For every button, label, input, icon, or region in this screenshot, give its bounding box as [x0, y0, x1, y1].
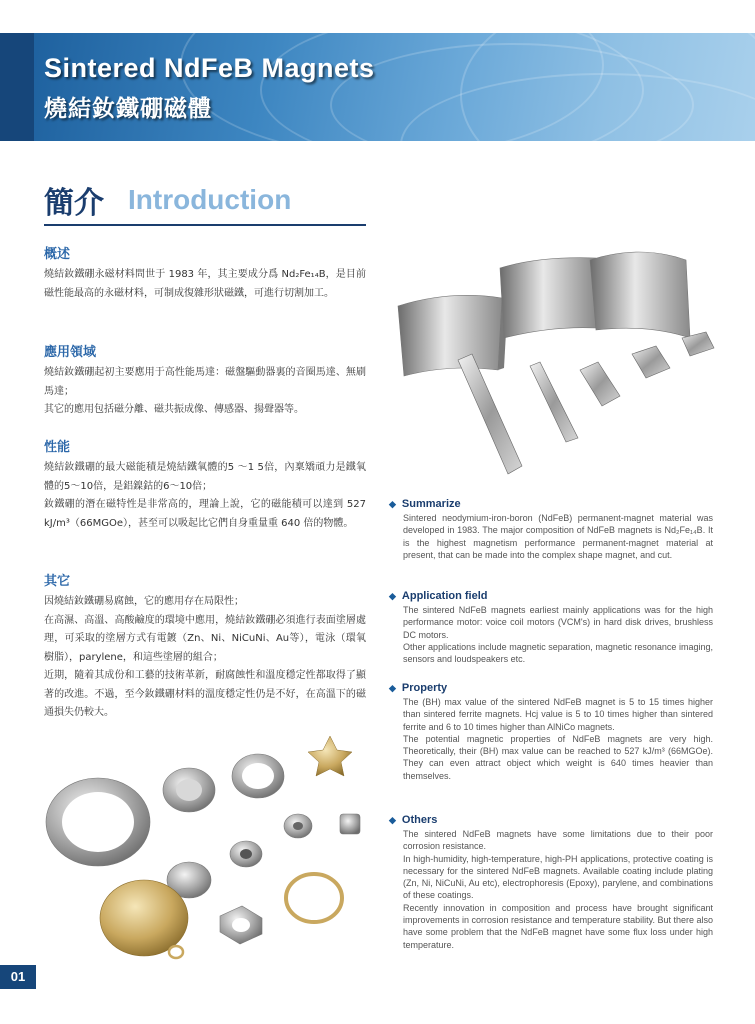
en-heading: Summarize [401, 498, 461, 510]
intro-title-en: Introduction [128, 184, 292, 215]
diamond-bullet-icon: ◆ [389, 591, 396, 601]
en-paragraph: The (BH) max value of the sintered NdFeB magnet is 5 to 15 times higher than sintered ferrite magnets. Hcj value is 5 to 10 times higher than sintered ferrite and 6 to 10 times higher than AlNiCo magnets. [403, 697, 713, 732]
cn-section-property [44, 436, 366, 533]
en-paragraph: The sintered NdFeB magnets earliest mainly applications was for the high performance motor: voice coil motors (VCM's) in hard disk drives, brushless DC motors. [403, 605, 713, 640]
cn-paragraph: 燒結釹鐵硼起初主要應用于高性能馬達：磁盤驅動器裏的音圈馬達、無刷馬達； [44, 367, 366, 397]
en-heading: Property [401, 682, 448, 694]
en-paragraph: Recently innovation in composition and process have brought significant improvements in corrosion resistance and temperature stability. But there also have some problem that the NdFeB magnet have some flux loss under high temperature. [403, 902, 713, 950]
cn-section-others [44, 570, 366, 723]
cn-paragraph: 燒結釹鐵硼永磁材料問世于 1983 年，其主要成分爲 Nd₂Fe₁₄B，是目前磁性能最高的永磁材料，可制成復雜形狀磁鐵，可進行切割加工。 [44, 269, 366, 299]
diamond-bullet-icon: ◆ [389, 683, 396, 693]
header-banner [0, 33, 755, 141]
cn-paragraph: 釹鐵硼的潛在磁特性是非常高的，理論上說，它的磁能積可以達到 527 kJ/m³（66MGOe），甚至可以吸起比它們自身重量重 640 倍的物體。 [44, 499, 366, 529]
cn-heading: 概述 [44, 247, 71, 262]
en-paragraph: Sintered neodymium-iron-boron (NdFeB) permanent-magnet material was developed in 1983. The major composition of NdFeB magnets is Nd₂Fe₁₄B. It is the highest magnetism performance permanent-magnet material at present, that can be made into the complex shape magnet, and cut. [403, 513, 713, 560]
en-section-application [389, 590, 713, 665]
en-section-property [389, 682, 713, 782]
en-paragraph: Other applications include magnetic separation, magnetic resonance imaging, sensors and loudspeakers etc. [403, 641, 713, 665]
cn-heading: 其它 [44, 574, 71, 589]
cn-paragraph: 燒結釹鐵硼的最大磁能積是燒結鐵氧體的5 ～1 5倍，內稟矯頑力是鐵氧體的5～10倍，是鋁鎳鈷的6～10倍； [44, 462, 366, 492]
magnets-blocks-photo [390, 238, 720, 488]
cn-section-application [44, 341, 366, 420]
intro-title-cn: 簡介 [44, 186, 104, 221]
page-number: 01 [0, 965, 36, 989]
banner-side-bar [0, 33, 34, 141]
cn-heading: 應用領域 [44, 345, 97, 360]
cn-paragraph: 因燒結釹鐵硼易腐蝕，它的應用存在局限性； [44, 596, 244, 607]
en-paragraph: The sintered NdFeB magnets have some limitations due to their poor corrosion resistance. [403, 829, 713, 852]
diamond-bullet-icon: ◆ [389, 499, 396, 509]
cn-paragraph: 在高濕、高溫、高酸鹼度的環境中應用，燒結釹鐵硼必須進行表面塗層處理，可采取的塗層方式有電鍍（Zn、Ni、NiCuNi、Au等），電泳（環氧樹脂），parylene，和這些塗層的組合； [44, 614, 366, 663]
banner-title-cn: 燒結釹鐵硼磁體 [44, 96, 212, 122]
cn-paragraph: 近期，隨着其成份和工藝的技術革新，耐腐蝕性和溫度穩定性都取得了顯著的改進。不過，至今釹鐵硼材料的溫度穩定性仍是不好，在高溫下的磁通損失仍較大。 [44, 670, 366, 718]
en-heading: Others [401, 814, 438, 826]
intro-divider [44, 224, 366, 226]
cn-section-summary [44, 243, 366, 303]
en-paragraph: The potential magnetic properties of NdFeB magnets are very high. Theoretically, their (BH) max value can be reached to 527 kJ/m³ (66MGOe). They can even attract object which weight is 640 times heavier than themselves. [403, 733, 713, 781]
en-paragraph: In high-humidity, high-temperature, high-PH applications, protective coating is necessary for the sintered NdFeB magnets. Available coating include plating (Zn, Ni, NiCuNi, Au etc), electrophoresis (Epoxy), parylene, and combinations of these coatings. [403, 853, 713, 901]
cn-heading: 性能 [44, 440, 71, 455]
en-heading: Application field [401, 590, 488, 602]
cn-paragraph: 其它的應用包括磁分離、磁共振成像、傳感器、揚聲器等。 [44, 404, 304, 415]
magnets-rings-photo [44, 730, 374, 962]
banner-title-en: Sintered NdFeB Magnets [44, 53, 375, 83]
en-section-summarize [389, 498, 713, 561]
en-section-others [389, 814, 713, 951]
diamond-bullet-icon: ◆ [389, 815, 396, 825]
top-margin [0, 0, 755, 33]
